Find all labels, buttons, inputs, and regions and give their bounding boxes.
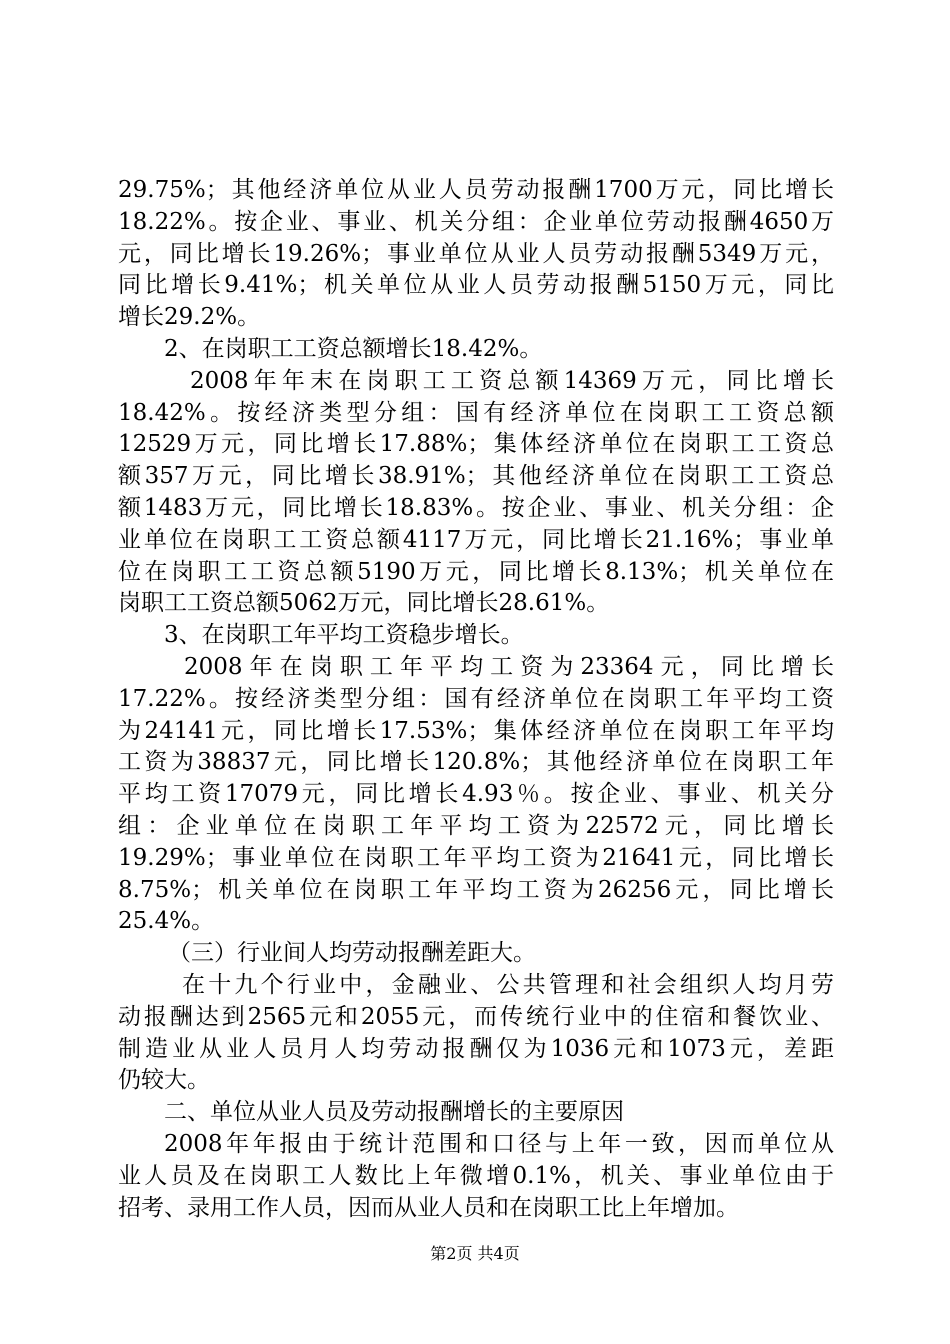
text-line: 在十九个行业中，金融业、公共管理和社会组织人均月劳 <box>182 971 834 998</box>
paragraph <box>118 366 834 620</box>
text-line: 2008年年末在岗职工工资总额14369万元，同比增长 <box>190 367 834 394</box>
text-line: 同比增长9.41%；机关单位从业人员劳动报酬5150万元，同比 <box>118 272 834 299</box>
text-line: 平均工资17079元，同比增长4.93％。按企业、事业、机关分 <box>118 781 834 808</box>
text-line: 17.22%。按经济类型分组：国有经济单位在岗职工年平均工资 <box>118 685 834 712</box>
text-line: 19.29%；事业单位在岗职工年平均工资为21641元，同比增长 <box>118 844 834 871</box>
text-line: 12529万元，同比增长17.88%；集体经济单位在岗职工工资总 <box>118 431 834 458</box>
page-footer: 第2页 共4页 <box>430 1244 520 1263</box>
text-line: 组：企业单位在岗职工年平均工资为22572元，同比增长 <box>118 812 834 839</box>
section-heading <box>118 938 834 970</box>
text-line: 动报酬达到2565元和2055元，而传统行业中的住宿和餐饮业、 <box>118 1003 834 1030</box>
text-line: 二、单位从业人员及劳动报酬增长的主要原因 <box>164 1099 624 1126</box>
text-line: 招考、录用工作人员，因而从业人员和在岗职工比上年增加。 <box>118 1194 739 1221</box>
paragraph <box>118 1129 834 1224</box>
text-line: 元，同比增长19.26%；事业单位从业人员劳动报酬5349万元， <box>118 240 834 267</box>
document-body <box>118 175 834 1224</box>
paragraph <box>118 175 834 334</box>
text-line: 为24141元，同比增长17.53%；集体经济单位在岗职工年平均 <box>118 717 834 744</box>
text-line: 2008年年报由于统计范围和口径与上年一致，因而单位从 <box>164 1130 834 1157</box>
text-line: 业单位在岗职工工资总额4117万元，同比增长21.16%；事业单 <box>118 526 834 553</box>
section-heading <box>118 1097 834 1129</box>
text-line: 仍较大。 <box>118 1067 210 1094</box>
text-line: 位在岗职工工资总额5190万元，同比增长8.13%；机关单位在 <box>118 558 834 585</box>
section-heading <box>118 620 834 652</box>
text-line: 2、在岗职工工资总额增长18.42%。 <box>164 335 543 362</box>
text-line: 制造业从业人员月人均劳动报酬仅为1036元和1073元，差距 <box>118 1035 834 1062</box>
text-line: 增长29.2%。 <box>118 304 261 331</box>
paragraph <box>118 652 834 938</box>
text-line: 18.22%。按企业、事业、机关分组：企业单位劳动报酬4650万 <box>118 208 834 235</box>
text-line: 25.4%。 <box>118 908 215 935</box>
paragraph <box>118 970 834 1097</box>
text-line: （三）行业间人均劳动报酬差距大。 <box>168 940 536 967</box>
text-line: 业人员及在岗职工人数比上年微增0.1%，机关、事业单位由于 <box>118 1162 834 1189</box>
text-line: 8.75%；机关单位在岗职工年平均工资为26256元，同比增长 <box>118 876 834 903</box>
text-line: 工资为38837元，同比增长120.8%；其他经济单位在岗职工年 <box>118 749 834 776</box>
text-line: 额357万元，同比增长38.91%；其他经济单位在岗职工工资总 <box>118 463 834 490</box>
text-line: 3、在岗职工年平均工资稳步增长。 <box>164 622 524 649</box>
text-line: 岗职工工资总额5062万元，同比增长28.61%。 <box>118 590 610 617</box>
text-line: 2008年在岗职工年平均工资为23364元，同比增长 <box>184 653 834 680</box>
text-line: 29.75%；其他经济单位从业人员劳动报酬1700万元，同比增长 <box>118 177 834 203</box>
section-heading <box>118 334 834 366</box>
text-line: 额1483万元，同比增长18.83%。按企业、事业、机关分组：企 <box>118 494 834 521</box>
text-line: 18.42%。按经济类型分组：国有经济单位在岗职工工资总额 <box>118 399 834 426</box>
